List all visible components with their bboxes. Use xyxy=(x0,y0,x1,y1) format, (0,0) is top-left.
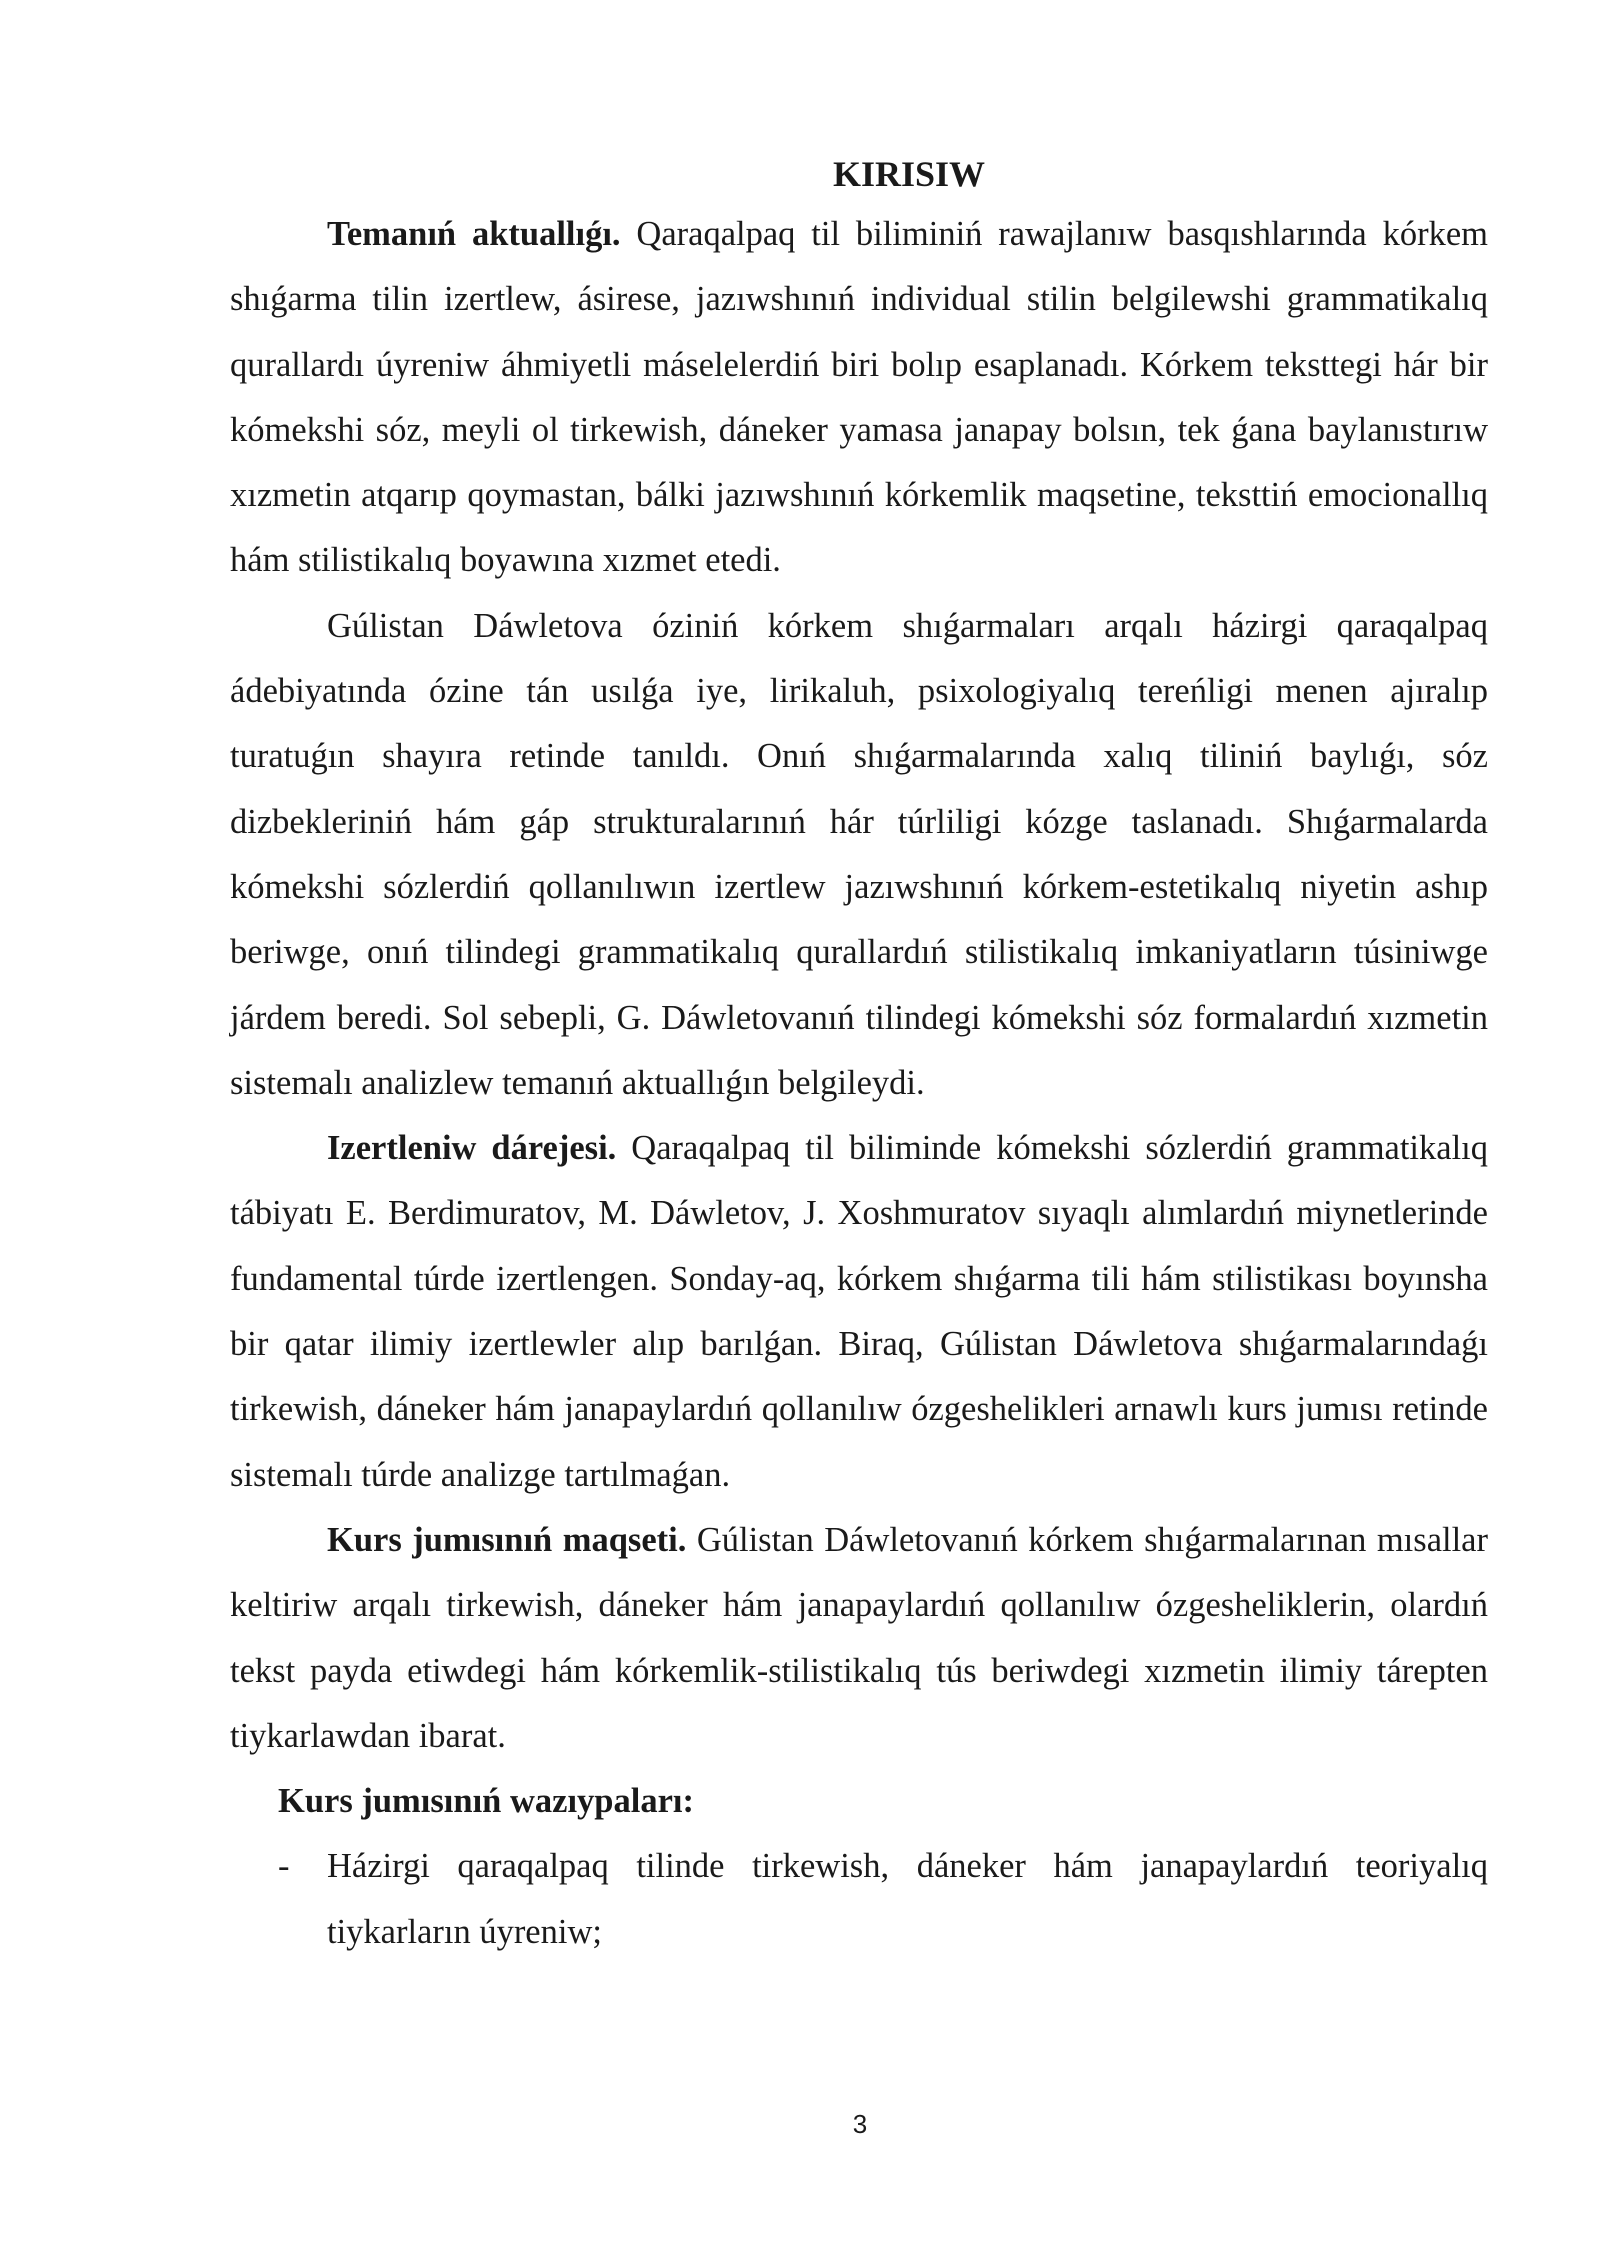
list-item-text: Házirgi qaraqalpaq tilinde tirkewish, dáneker hám janapaylardıń teoriyalıq tiykarların úyreniw; xyxy=(327,1847,1488,1951)
section-heading: Temanıń aktuallıǵı. xyxy=(327,215,621,253)
list-dash: - xyxy=(278,1847,290,1886)
tasks-list xyxy=(230,1834,1488,1965)
section-research-degree xyxy=(230,1116,1488,1508)
list-item xyxy=(230,1834,1488,1965)
document-page xyxy=(230,148,1488,1965)
section-text: Gúlistan Dáwletova óziniń kórkem shıǵarmaları arqalı házirgi qaraqalpaq ádebiyatında ózine tán usılǵa iye, lirikaluh, psixologiyalıq tereńligi menen ajıralıp turatuǵın shayıra retinde tanıldı. Onıń shıǵarmalarında xalıq tiliniń baylıǵı, sóz dizbekleriniń hám gáp strukturalarınıń hár túrliligi kózge taslanadı. Shıǵarmalarda kómekshi sózlerdiń qollanılıwın izertlew jazıwshınıń kórkem-estetikalıq niyetin ashıp beriwge, onıń tilindegi grammatikalıq qurallardıń stilistikalıq imkaniyatların túsiniwge járdem beredi. Sol sebepli, G. Dáwletovanıń tilindegi kómekshi sóz formalardıń xızmetin sistemalı analizlew temanıń aktuallıǵın belgileydi. xyxy=(230,606,1488,1102)
document-title: KIRISIW xyxy=(832,154,986,194)
section-author-intro xyxy=(230,594,1488,1116)
section-text: Gúlistan Dáwletovanıń kórkem shıǵarmalarınan mısallar keltiriw arqalı tirkewish, dáneker hám janapaylardıń qollanılıw ózgesheliklerin, olardıń tekst payda etiwdegi hám kórkemlik-stilistikalıq tús beriwdegi xızmetin ilimiy tárepten tiykarlawdan ibarat. xyxy=(230,1520,1488,1755)
section-text: Qaraqalpaq til biliminiń rawajlanıw basqıshlarında kórkem shıǵarma tilin izertlew, ásirese, jazıwshınıń individual stilin belgilewshi grammatikalıq qurallardı úyreniw áhmiyetli máselelerdiń biri bolıp esaplanadı. Kórkem teksttegi hár bir kómekshi sóz, meyli ol tirkewish, dáneker yamasa janapay bolsın, tek ǵana baylanıstırıw xızmetin atqarıp qoymastan, bálki jazıwshınıń kórkemlik maqsetine, teksttiń emocionallıq hám stilistikalıq boyawına xızmet etedi. xyxy=(230,215,1488,580)
section-relevance xyxy=(230,202,1488,594)
section-text: Qaraqalpaq til biliminde kómekshi sózlerdiń grammatikalıq tábiyatı E. Berdimuratov, M. Dáwletov, J. Xoshmuratov sıyaqlı alımlardıń miynetlerinde fundamental túrde izertlengen. Sonday-aq, kórkem shıǵarma tili hám stilistikası boyınsha bir qatar ilimiy izertlewler alıp barılǵan. Biraq, Gúlistan Dáwletova shıǵarmalarındaǵı tirkewish, dáneker hám janapaylardıń qollanılıw ózgeshelikleri arnawlı kurs jumısı retinde sistemalı túrde analizge tartılmaǵan. xyxy=(230,1129,1488,1494)
section-heading: Izertleniw dárejesi. xyxy=(327,1129,617,1168)
section-goal xyxy=(230,1508,1488,1769)
section-heading: Kurs jumısınıń maqseti. xyxy=(327,1520,687,1559)
tasks-heading: Kurs jumısınıń wazıypaları: xyxy=(278,1782,694,1821)
page-number: 3 xyxy=(852,2109,868,2139)
